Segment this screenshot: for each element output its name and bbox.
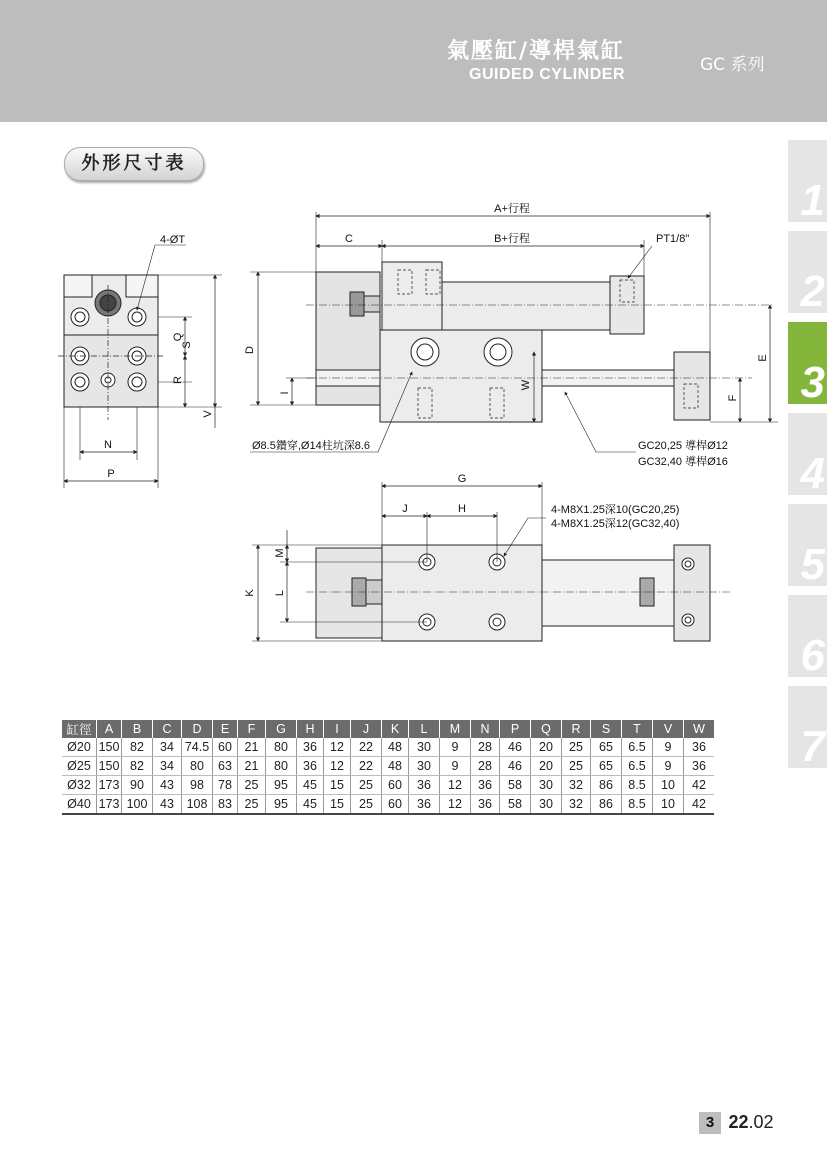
label-i: I xyxy=(279,391,291,395)
table-cell: 34 xyxy=(153,738,182,757)
label-thread-2: 4-M8X1.25深12(GC32,40) xyxy=(551,518,680,530)
table-header-cell: A xyxy=(97,720,122,738)
table-cell: 82 xyxy=(122,757,153,776)
label-f: F xyxy=(727,394,739,402)
table-cell: 8.5 xyxy=(622,776,653,795)
table-cell: 150 xyxy=(97,757,122,776)
table-cell: 25 xyxy=(562,738,591,757)
chapter-tab-2[interactable]: 2 xyxy=(788,231,827,313)
table-cell: 9 xyxy=(653,738,684,757)
table-cell: 6.5 xyxy=(622,757,653,776)
label-a-stroke: A+行程 xyxy=(494,203,530,215)
table-header-cell: R xyxy=(562,720,591,738)
label-thread-1: 4-M8X1.25深10(GC20,25) xyxy=(551,504,680,516)
table-header-cell: B xyxy=(122,720,153,738)
table-cell: 173 xyxy=(97,776,122,795)
table-cell: 12 xyxy=(440,795,471,815)
table-cell: 173 xyxy=(97,795,122,815)
table-header-cell: L xyxy=(409,720,440,738)
page-chapter: 3 xyxy=(699,1112,721,1134)
label-counterbore: Ø8.5鑽穿,Ø14柱坑深8.6 xyxy=(252,440,370,452)
table-cell: 6.5 xyxy=(622,738,653,757)
table-header-cell: Q xyxy=(531,720,562,738)
table-header-cell: S xyxy=(591,720,622,738)
table-cell: 30 xyxy=(409,757,440,776)
chapter-tab-6[interactable]: 6 xyxy=(788,595,827,677)
chapter-tab-5[interactable]: 5 xyxy=(788,504,827,586)
table-body xyxy=(62,738,714,814)
label-e: E xyxy=(757,354,769,362)
table-cell: 108 xyxy=(182,795,213,815)
table-cell: 20 xyxy=(531,738,562,757)
table-header-cell: J xyxy=(351,720,382,738)
table-cell: 80 xyxy=(182,757,213,776)
section-title: 外形尺寸表 xyxy=(81,153,187,174)
table-cell: 58 xyxy=(500,795,531,815)
label-v: V xyxy=(202,410,214,418)
table-header-cell: M xyxy=(440,720,471,738)
table-cell: 9 xyxy=(440,757,471,776)
table-cell: 60 xyxy=(382,795,409,815)
table-cell: 80 xyxy=(266,757,297,776)
table-cell: 36 xyxy=(297,757,324,776)
table-cell: 28 xyxy=(471,757,500,776)
series-label: GC 系列 xyxy=(700,55,765,75)
chapter-tab-4[interactable]: 4 xyxy=(788,413,827,495)
table-cell: 86 xyxy=(591,795,622,815)
label-m: M xyxy=(274,548,286,558)
table-cell: 15 xyxy=(324,795,351,815)
table-cell: 36 xyxy=(471,776,500,795)
label-h: H xyxy=(458,503,466,515)
table-cell: 22 xyxy=(351,757,382,776)
dimension-drawing xyxy=(0,190,790,660)
table-cell: Ø32 xyxy=(62,776,97,795)
table-row xyxy=(62,795,714,815)
table-cell: Ø40 xyxy=(62,795,97,815)
table-cell: 28 xyxy=(471,738,500,757)
table-cell: 82 xyxy=(122,738,153,757)
table-header-cell: N xyxy=(471,720,500,738)
table-cell: 12 xyxy=(324,757,351,776)
table-cell: 150 xyxy=(97,738,122,757)
label-n: N xyxy=(104,439,112,451)
table-header-cell: D xyxy=(182,720,213,738)
table-cell: 45 xyxy=(297,776,324,795)
title-english: GUIDED CYLINDER xyxy=(469,66,625,83)
table-cell: 30 xyxy=(409,738,440,757)
table-header-cell: H xyxy=(297,720,324,738)
table-cell: 95 xyxy=(266,776,297,795)
table-cell: 83 xyxy=(213,795,238,815)
table-cell: 60 xyxy=(382,776,409,795)
table-cell: 22 xyxy=(351,738,382,757)
table-cell: 10 xyxy=(653,776,684,795)
table-cell: 30 xyxy=(531,795,562,815)
table-cell: 9 xyxy=(653,757,684,776)
table-header-cell: P xyxy=(500,720,531,738)
chapter-tab-1[interactable]: 1 xyxy=(788,140,827,222)
page-header xyxy=(0,0,827,122)
section-title-badge xyxy=(64,147,204,181)
table-cell: 46 xyxy=(500,738,531,757)
table-cell: 60 xyxy=(213,738,238,757)
label-r: R xyxy=(172,376,184,384)
table-cell: 34 xyxy=(153,757,182,776)
table-cell: 36 xyxy=(409,776,440,795)
label-q: Q xyxy=(172,332,184,342)
table-cell: 30 xyxy=(531,776,562,795)
table-cell: 58 xyxy=(500,776,531,795)
table-cell: 42 xyxy=(684,776,715,795)
label-pt: PT1/8" xyxy=(656,233,690,245)
table-cell: 100 xyxy=(122,795,153,815)
table-header-cell: G xyxy=(266,720,297,738)
table-cell: 25 xyxy=(238,795,266,815)
table-cell: 12 xyxy=(324,738,351,757)
label-p: P xyxy=(107,468,115,480)
label-d: D xyxy=(244,346,256,354)
table-cell: 78 xyxy=(213,776,238,795)
table-cell: 65 xyxy=(591,738,622,757)
table-header-cell: K xyxy=(382,720,409,738)
title-chinese: 氣壓缸/導桿氣缸 xyxy=(446,39,625,64)
table-header-cell: T xyxy=(622,720,653,738)
label-4t: 4-ØT xyxy=(160,234,186,246)
table-header-cell: I xyxy=(324,720,351,738)
table-row xyxy=(62,776,714,795)
table-cell: 25 xyxy=(351,776,382,795)
label-s: S xyxy=(181,341,193,349)
table-cell: 48 xyxy=(382,757,409,776)
table-cell: 86 xyxy=(591,776,622,795)
label-c: C xyxy=(345,233,353,245)
label-g: G xyxy=(457,473,467,485)
chapter-tab-3[interactable]: 3 xyxy=(788,322,827,404)
table-cell: 9 xyxy=(440,738,471,757)
table-cell: 25 xyxy=(238,776,266,795)
table-cell: Ø25 xyxy=(62,757,97,776)
table-cell: 98 xyxy=(182,776,213,795)
table-cell: 12 xyxy=(440,776,471,795)
table-header-cell: V xyxy=(653,720,684,738)
label-b-stroke: B+行程 xyxy=(494,233,530,245)
dimension-table xyxy=(62,720,714,815)
table-header-cell: E xyxy=(213,720,238,738)
table-row xyxy=(62,738,714,757)
table-row xyxy=(62,757,714,776)
table-cell: 63 xyxy=(213,757,238,776)
table-header-row xyxy=(62,720,714,738)
label-guide-rod-1: GC20,25 導桿Ø12 xyxy=(638,440,728,452)
table-cell: 95 xyxy=(266,795,297,815)
table-cell: 32 xyxy=(562,776,591,795)
table-header-cell: 缸徑 xyxy=(62,720,97,738)
table-cell: 32 xyxy=(562,795,591,815)
table-cell: 42 xyxy=(684,795,715,815)
end-view xyxy=(58,245,222,488)
table-cell: 21 xyxy=(238,757,266,776)
table-cell: 36 xyxy=(409,795,440,815)
table-cell: 36 xyxy=(684,738,715,757)
table-cell: 21 xyxy=(238,738,266,757)
table-cell: 74.5 xyxy=(182,738,213,757)
side-view xyxy=(250,212,778,452)
table-header-cell: W xyxy=(684,720,715,738)
table-cell: 36 xyxy=(684,757,715,776)
table-cell: 25 xyxy=(562,757,591,776)
table-cell: 20 xyxy=(531,757,562,776)
label-k: K xyxy=(244,589,256,597)
page-number xyxy=(699,1112,774,1134)
table-header-cell: F xyxy=(238,720,266,738)
table-cell: 43 xyxy=(153,795,182,815)
label-l: L xyxy=(274,589,286,597)
table-cell: 90 xyxy=(122,776,153,795)
table-cell: 45 xyxy=(297,795,324,815)
chapter-tab-7[interactable]: 7 xyxy=(788,686,827,768)
table-cell: 36 xyxy=(297,738,324,757)
table-cell: Ø20 xyxy=(62,738,97,757)
label-j: J xyxy=(402,503,408,515)
table-cell: 80 xyxy=(266,738,297,757)
table-header-cell: C xyxy=(153,720,182,738)
label-guide-rod-2: GC32,40 導桿Ø16 xyxy=(638,456,728,468)
table-cell: 46 xyxy=(500,757,531,776)
table-cell: 8.5 xyxy=(622,795,653,815)
label-w: W xyxy=(520,379,532,391)
table-cell: 15 xyxy=(324,776,351,795)
table-cell: 36 xyxy=(471,795,500,815)
table-cell: 65 xyxy=(591,757,622,776)
table-cell: 25 xyxy=(351,795,382,815)
table-cell: 48 xyxy=(382,738,409,757)
table-cell: 10 xyxy=(653,795,684,815)
page-num: 22.02 xyxy=(728,1112,774,1133)
table-cell: 43 xyxy=(153,776,182,795)
